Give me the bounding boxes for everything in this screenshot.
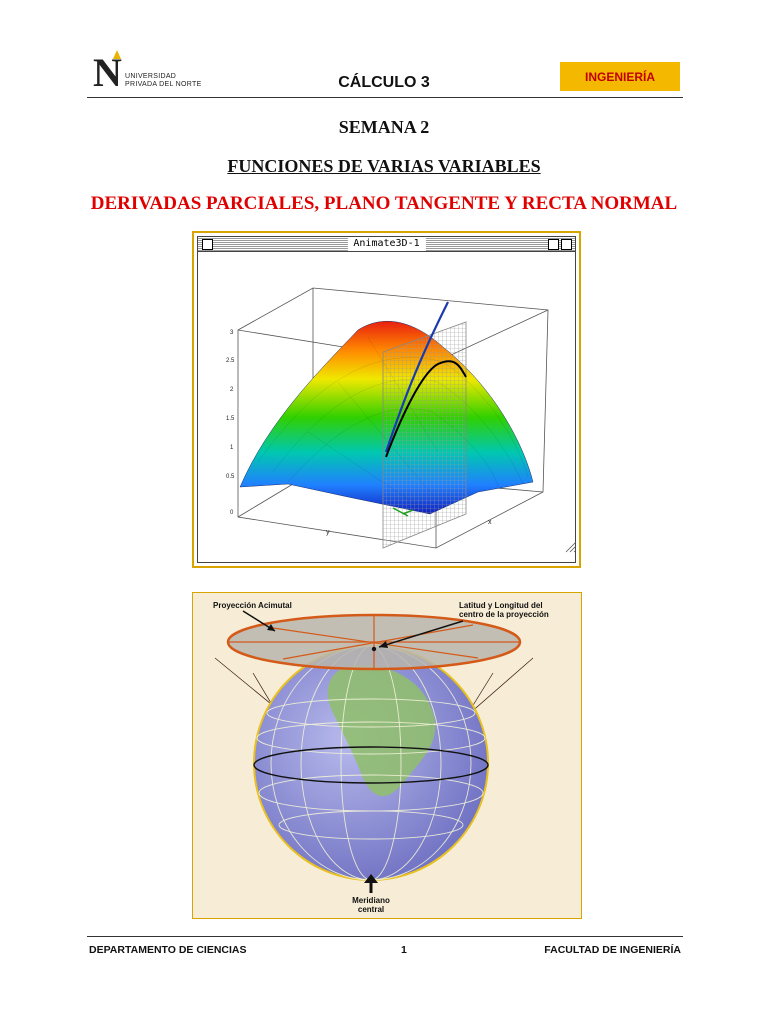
z-tick: 1.5 [226, 416, 235, 422]
header-divider [87, 97, 683, 98]
window-titlebar[interactable] [198, 237, 575, 252]
faculty-badge: INGENIERÍA [560, 62, 680, 91]
footer-divider [87, 936, 683, 937]
globe-illustration [193, 593, 582, 919]
collapse-box-icon[interactable] [561, 239, 572, 250]
footer-department: DEPARTAMENTO DE CIENCIAS [89, 944, 247, 956]
topic-heading: FUNCIONES DE VARIAS VARIABLES [227, 156, 541, 176]
azimuthal-projection-figure [192, 592, 582, 919]
window-title: Animate3D-1 [347, 237, 425, 251]
label-azimuthal-projection: Proyección Acimutal [213, 601, 292, 610]
subtopic-heading: DERIVADAS PARCIALES, PLANO TANGENTE Y RECTA NORMAL [90, 193, 678, 214]
z-axis-ticks [226, 330, 235, 516]
logo-accent-icon [113, 50, 121, 59]
z-tick: 2 [230, 387, 234, 393]
course-title: CÁLCULO 3 [338, 74, 430, 91]
z-tick: 0.5 [226, 474, 235, 480]
z-tick: 1 [230, 445, 234, 451]
x-axis-label: x [488, 519, 492, 526]
logo-letter: N [93, 50, 122, 95]
week-heading: SEMANA 2 [338, 117, 430, 137]
page-number: 1 [401, 944, 407, 956]
z-tick: 2.5 [226, 358, 235, 364]
zoom-box-icon[interactable] [548, 239, 559, 250]
animate3d-window [192, 231, 581, 568]
logo-org-name: UNIVERSIDAD PRIVADA DEL NORTE [125, 73, 202, 88]
surface-plot [198, 252, 579, 566]
close-box-icon[interactable] [202, 239, 213, 250]
label-central-meridian: Meridiano central [352, 896, 390, 914]
footer-faculty: FACULTAD DE INGENIERÍA [544, 944, 681, 956]
z-tick: 3 [230, 330, 234, 336]
label-projection-center: Latitud y Longitud del centro de la proyección [459, 601, 549, 619]
y-axis-label: y [326, 529, 330, 536]
resize-grip-icon[interactable] [566, 542, 576, 552]
projection-center [372, 647, 376, 651]
z-tick: 0 [230, 510, 234, 516]
